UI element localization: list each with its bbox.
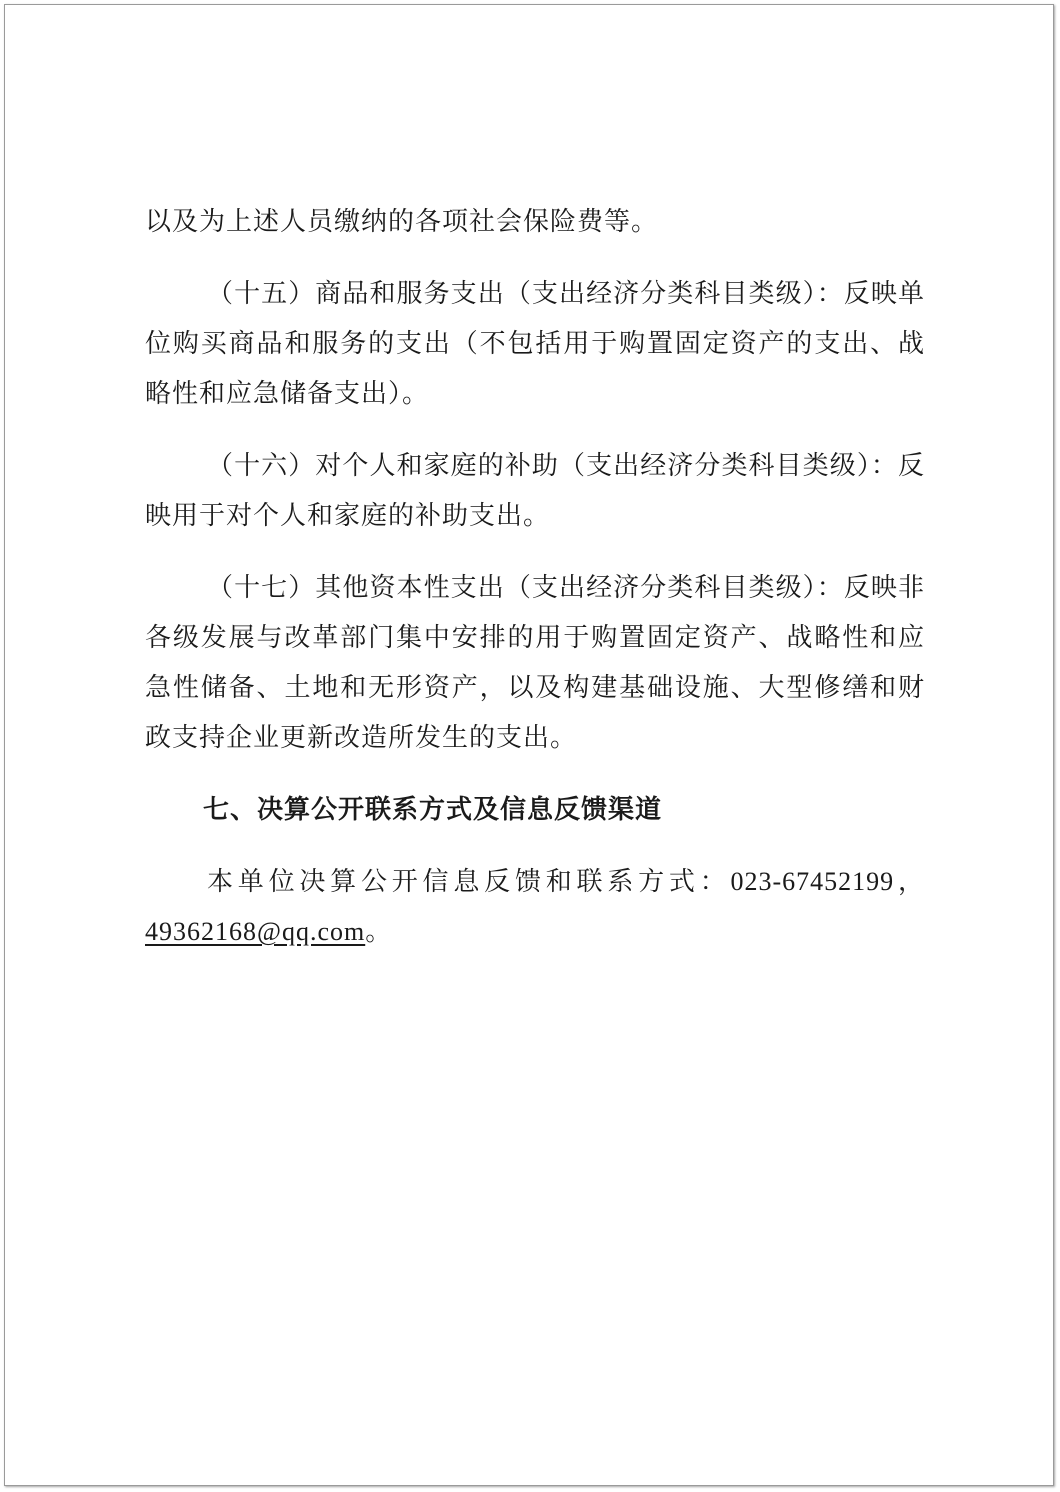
contact-prefix: 本单位决算公开信息反馈和联系方式： [207,867,731,897]
document-body [145,197,925,979]
paragraph-item-16: （十六）对个人和家庭的补助（支出经济分类科目类级）：反映用于对个人和家庭的补助支出。 [145,451,925,531]
contact-separator: ， [894,867,925,897]
section-heading-7: 七、决算公开联系方式及信息反馈渠道 [203,795,663,825]
document-page [4,4,1054,1486]
paragraph-item-15: （十五）商品和服务支出（支出经济分类科目类级）：反映单位购买商品和服务的支出（不包括用于购置固定资产的支出、战略性和应急储备支出）。 [145,279,925,409]
contact-paragraph [145,857,925,957]
paragraph-continuation: 以及为上述人员缴纳的各项社会保险费等。 [145,207,659,237]
paragraph-item-17: （十七）其他资本性支出（支出经济分类科目类级）：反映非各级发展与改革部门集中安排的用于购置固定资产、战略性和应急性储备、土地和无形资产，以及构建基础设施、大型修缮和财政支持企业更新改造所发生的支出。 [145,573,925,753]
contact-phone: 023-67452199 [730,867,895,896]
contact-email-link[interactable]: 49362168@qq.com [145,917,366,946]
contact-ending: 。 [365,917,393,947]
